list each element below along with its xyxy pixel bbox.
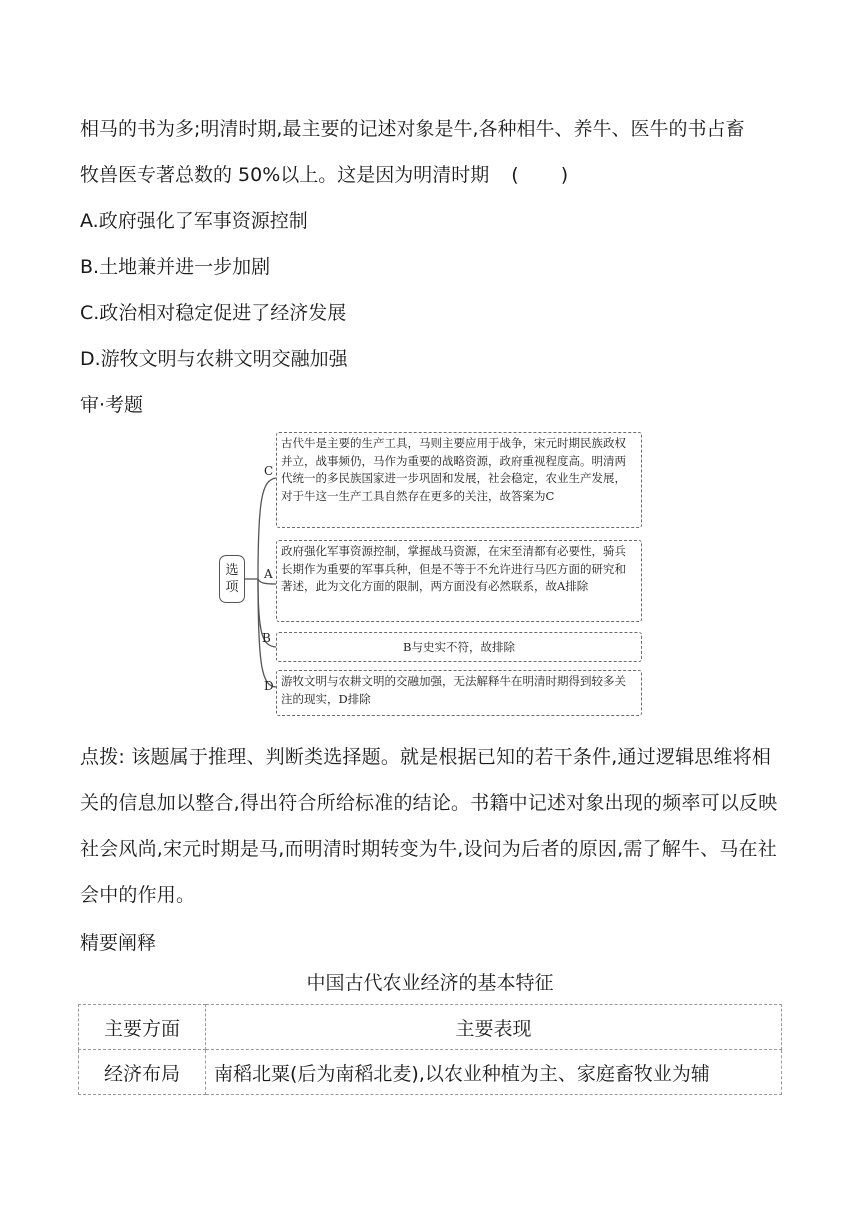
options-analysis-diagram — [214, 428, 646, 720]
features-table — [78, 1004, 782, 1095]
branch-box-a: 政府强化军事资源控制，掌握战马资源，在宋至清都有必要性，骑兵长期作为重要的军事兵种，但是不等于不允许进行马匹方面的研究和著述，此为文化方面的限制，两方面没有必然联系，故A排除 — [276, 540, 642, 622]
branch-letter-b: B — [262, 631, 271, 645]
option-a: A.政府强化了军事资源控制 — [80, 210, 308, 232]
question-stem-text: 牧兽医专著总数的 50%以上。这是因为明清时期 — [80, 164, 490, 186]
option-c: C.政治相对稳定促进了经济发展 — [80, 302, 347, 324]
branch-letter-d: D — [264, 679, 274, 693]
diagram-root-options — [219, 555, 245, 603]
question-stem-line-1: 相马的书为多;明清时期,最主要的记述对象是牛,各种相牛、养牛、医牛的书占畜 — [80, 118, 745, 140]
table-title: 中国古代农业经济的基本特征 — [306, 972, 554, 994]
question-stem-line-2 — [80, 160, 586, 187]
cell-aspect: 经济布局 — [79, 1050, 206, 1095]
table-row — [79, 1050, 782, 1095]
section-heading-review: 审·考题 — [80, 394, 144, 416]
branch-letter-c: C — [264, 464, 274, 478]
tip-paragraph: 点拨: 该题属于推理、判断类选择题。就是根据已知的若干条件,通过逻辑思维将相关的信息加以整合,得出符合所给标准的结论。书籍中记述对象出现的频率可以反映社会风尚,宋元时期是马,而明清时期转变为牛,设问为后者的原因,需了解牛、马在社会中的作用。 — [80, 746, 778, 906]
table-header-row — [79, 1005, 782, 1050]
answer-blank: ( ) — [511, 164, 587, 186]
branch-box-c: 古代牛是主要的生产工具，马则主要应用于战争，宋元时期民族政权并立，战事频仍，马作为重要的战略资源，政府重视程度高。明清两代统一的多民族国家进一步巩固和发展，社会稳定，农业生产发展，对于牛这一生产工具自然存在更多的关注，故答案为C — [276, 432, 642, 528]
header-performance: 主要表现 — [206, 1005, 782, 1050]
root-char-2: 项 — [225, 580, 239, 595]
section-heading-explain: 精要阐释 — [80, 932, 157, 954]
header-aspect: 主要方面 — [79, 1005, 206, 1050]
branch-box-b: B与史实不符，故排除 — [276, 632, 642, 662]
option-b: B.土地兼并进一步加剧 — [80, 256, 271, 278]
option-d: D.游牧文明与农耕文明交融加强 — [80, 348, 348, 370]
root-char-1: 选 — [225, 563, 239, 578]
branch-box-d: 游牧文明与农耕文明的交融加强，无法解释牛在明清时期得到较多关注的现实，D排除 — [276, 670, 642, 716]
cell-performance: 南稻北粟(后为南稻北麦),以农业种植为主、家庭畜牧业为辅 — [206, 1050, 782, 1095]
branch-letter-a: A — [264, 567, 273, 581]
